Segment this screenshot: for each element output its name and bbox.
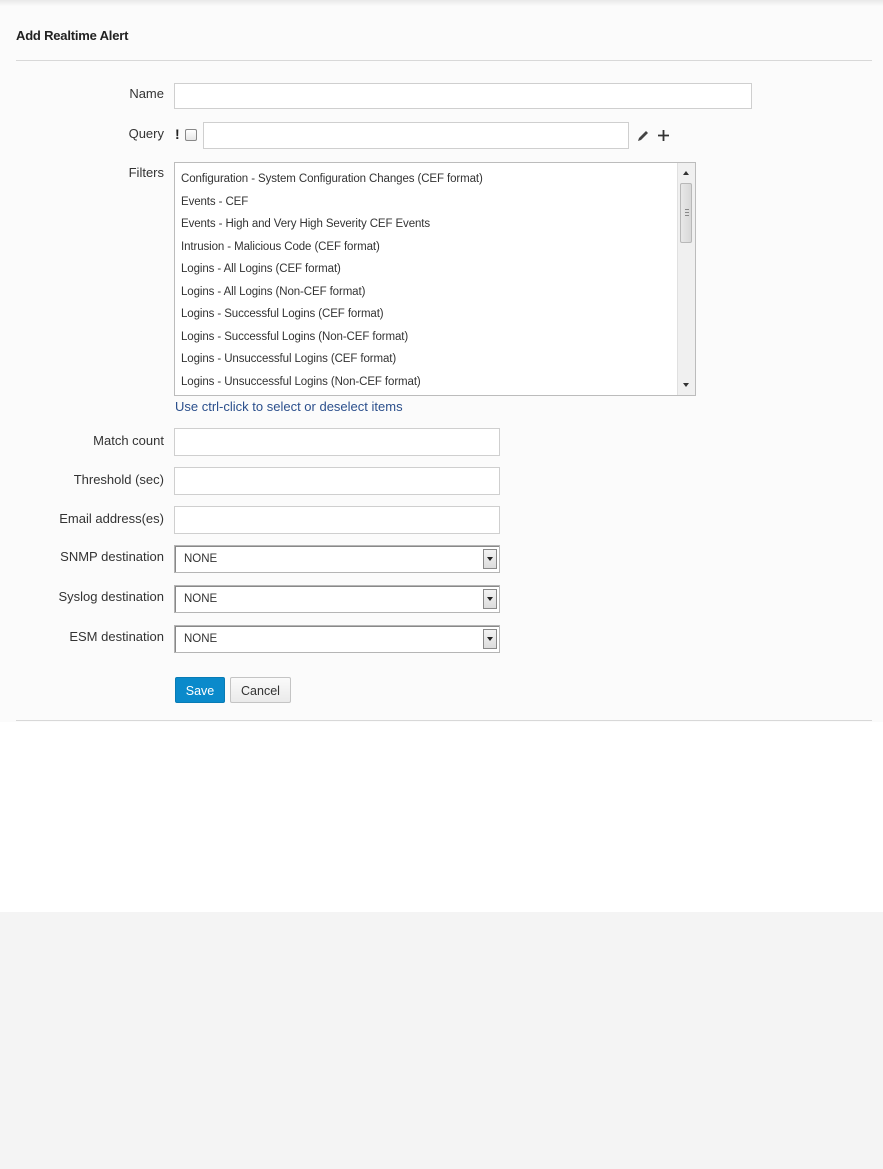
syslog-selected-value: NONE: [184, 593, 218, 605]
form-bottom-divider: [16, 720, 872, 721]
match-count-label: Match count: [93, 433, 164, 448]
query-negate-symbol: !: [175, 126, 180, 142]
filter-option[interactable]: Logins - Successful Logins (CEF format): [181, 308, 384, 320]
filter-option[interactable]: Events - CEF: [181, 195, 249, 208]
thumb-grip: [685, 209, 689, 210]
filter-option[interactable]: Logins - Successful Logins (Non-CEF format): [181, 330, 409, 343]
filters-scrollbar[interactable]: [677, 163, 695, 395]
match-count-input[interactable]: [174, 428, 500, 456]
filter-option[interactable]: Intrusion - Malicious Code (CEF format): [181, 240, 380, 253]
query-input[interactable]: [203, 122, 629, 149]
name-input[interactable]: [174, 83, 752, 109]
scrollbar-thumb[interactable]: [680, 183, 692, 243]
filter-option[interactable]: Logins - Unsuccessful Logins (Non-CEF format): [181, 375, 421, 388]
syslog-select[interactable]: [174, 585, 500, 613]
filter-option[interactable]: Logins - All Logins (CEF format): [181, 263, 341, 275]
chevron-down-icon: [487, 597, 493, 601]
filters-listbox[interactable]: [174, 162, 696, 396]
esm-dropdown-button[interactable]: [483, 629, 497, 649]
filter-option[interactable]: Logins - All Logins (Non-CEF format): [181, 285, 366, 298]
email-label: Email address(es): [59, 511, 164, 526]
filter-option[interactable]: Logins - Unsuccessful Logins (CEF format): [181, 353, 397, 365]
query-label: Query: [128, 126, 164, 141]
esm-label: ESM destination: [69, 629, 164, 644]
scroll-down-arrow-icon[interactable]: [683, 383, 689, 387]
snmp-label: SNMP destination: [60, 549, 164, 564]
query-negate-checkbox[interactable]: [185, 129, 197, 141]
thumb-grip: [685, 215, 689, 216]
email-input[interactable]: [174, 506, 500, 534]
name-label: Name: [129, 86, 164, 101]
filter-option[interactable]: Events - High and Very High Severity CEF Events: [181, 218, 431, 230]
form-title: Add Realtime Alert: [16, 28, 129, 43]
syslog-dropdown-button[interactable]: [483, 589, 497, 609]
filters-label: Filters: [128, 165, 164, 180]
filter-option[interactable]: Configuration - System Configuration Changes (CEF format): [181, 173, 483, 185]
snmp-dropdown-button[interactable]: [483, 549, 497, 569]
title-divider: [16, 60, 872, 61]
chevron-down-icon: [487, 637, 493, 641]
esm-select[interactable]: [174, 625, 500, 653]
top-shadow: [0, 0, 883, 6]
pencil-icon[interactable]: [636, 129, 650, 143]
filters-hint: Use ctrl-click to select or deselect items: [175, 399, 403, 414]
plus-icon[interactable]: [657, 129, 670, 142]
threshold-label: Threshold (sec): [73, 472, 164, 487]
esm-selected-value: NONE: [184, 633, 218, 645]
snmp-select[interactable]: [174, 545, 500, 573]
white-gap: [0, 722, 883, 912]
threshold-input[interactable]: [174, 467, 500, 495]
filters-list: [175, 163, 695, 393]
scroll-up-arrow-icon[interactable]: [683, 171, 689, 175]
syslog-label: Syslog destination: [58, 589, 164, 604]
chevron-down-icon: [487, 557, 493, 561]
lower-panel: [0, 912, 883, 1169]
snmp-selected-value: NONE: [184, 553, 218, 565]
cancel-button[interactable]: Cancel: [230, 677, 291, 703]
save-button[interactable]: Save: [175, 677, 225, 703]
thumb-grip: [685, 212, 689, 213]
